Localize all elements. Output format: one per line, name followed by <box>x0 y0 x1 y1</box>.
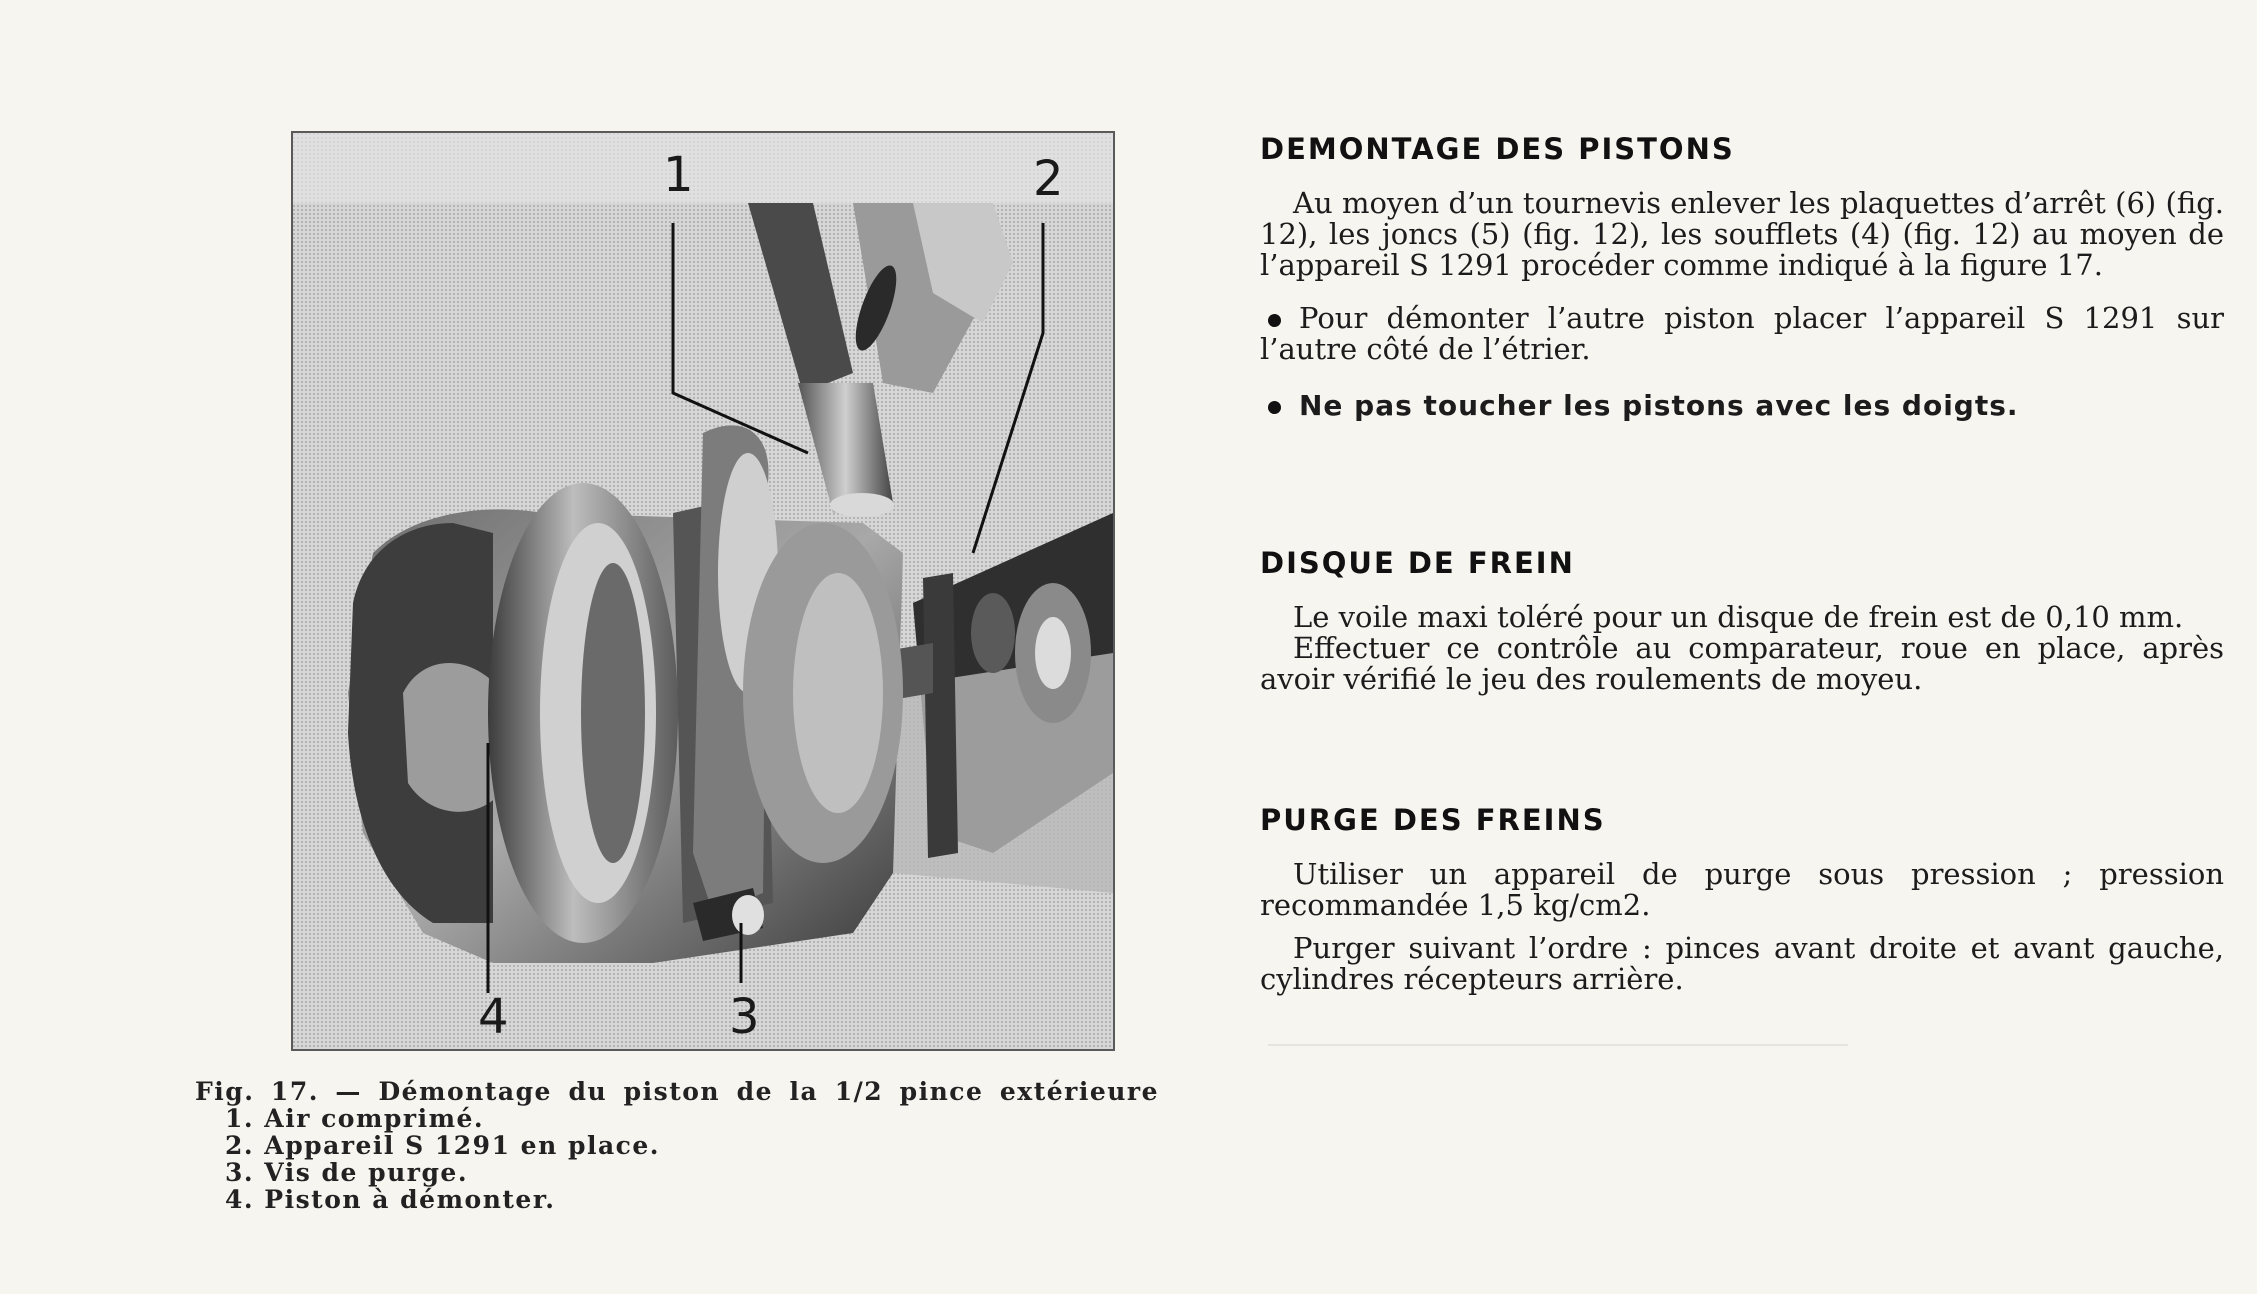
paragraph: Au moyen d’un tournevis enlever les plaquettes d’arrêt (6) (fig. 12), les joncs (5) (fig. 12), les soufflets (4) (fig. 12) au moyen de l’appareil S 1291 procéder comme indiqué à la figure 17. <box>1260 186 2224 282</box>
callout-4: 4 <box>478 989 509 1045</box>
paragraph: Le voile maxi toléré pour un disque de frein est de 0,10 mm. <box>1293 600 2184 634</box>
section-demontage-pistons <box>1260 132 2224 422</box>
caption-item: 2. Appareil S 1291 en place. <box>225 1131 660 1160</box>
paragraph: Utiliser un appareil de purge sous pression ; pression recommandée 1,5 kg/cm2. <box>1260 857 2224 922</box>
bullet-icon <box>1268 401 1281 414</box>
section-purge-des-freins <box>1260 803 2224 995</box>
bullet-icon <box>1268 314 1281 327</box>
section-heading: DEMONTAGE DES PISTONS <box>1260 132 1735 166</box>
bullet-text: Pour démonter l’autre piston placer l’appareil S 1291 sur l’autre côté de l’étrier. <box>1260 301 2224 366</box>
bullet-text: Ne pas toucher les pistons avec les doigts. <box>1299 389 2019 422</box>
caption-item: 4. Piston à démonter. <box>225 1185 556 1214</box>
divider <box>1268 1044 1848 1046</box>
caption-item: 3. Vis de purge. <box>225 1158 469 1187</box>
bullet-paragraph <box>1260 303 2224 365</box>
section-heading: DISQUE DE FREIN <box>1260 546 1575 580</box>
paragraph: Effectuer ce contrôle au comparateur, roue en place, après avoir vérifié le jeu des roulements de moyeu. <box>1260 631 2224 696</box>
figure-17-photo <box>291 131 1115 1051</box>
callout-1: 1 <box>663 147 694 203</box>
caption-title: Fig. 17. — Démontage du piston de la 1/2 pince extérieure <box>195 1077 1159 1106</box>
brake-caliper-illustration <box>293 133 1113 1049</box>
callout-2: 2 <box>1033 151 1064 207</box>
bullet-paragraph-bold <box>1260 389 2224 422</box>
callout-3: 3 <box>729 989 760 1045</box>
figure-caption <box>195 1078 1159 1213</box>
section-heading: PURGE DES FREINS <box>1260 803 1606 837</box>
section-disque-de-frein <box>1260 546 2224 695</box>
paragraph: Purger suivant l’ordre : pinces avant droite et avant gauche, cylindres récepteurs arrière. <box>1260 931 2224 996</box>
caption-item: 1. Air comprimé. <box>225 1104 485 1133</box>
